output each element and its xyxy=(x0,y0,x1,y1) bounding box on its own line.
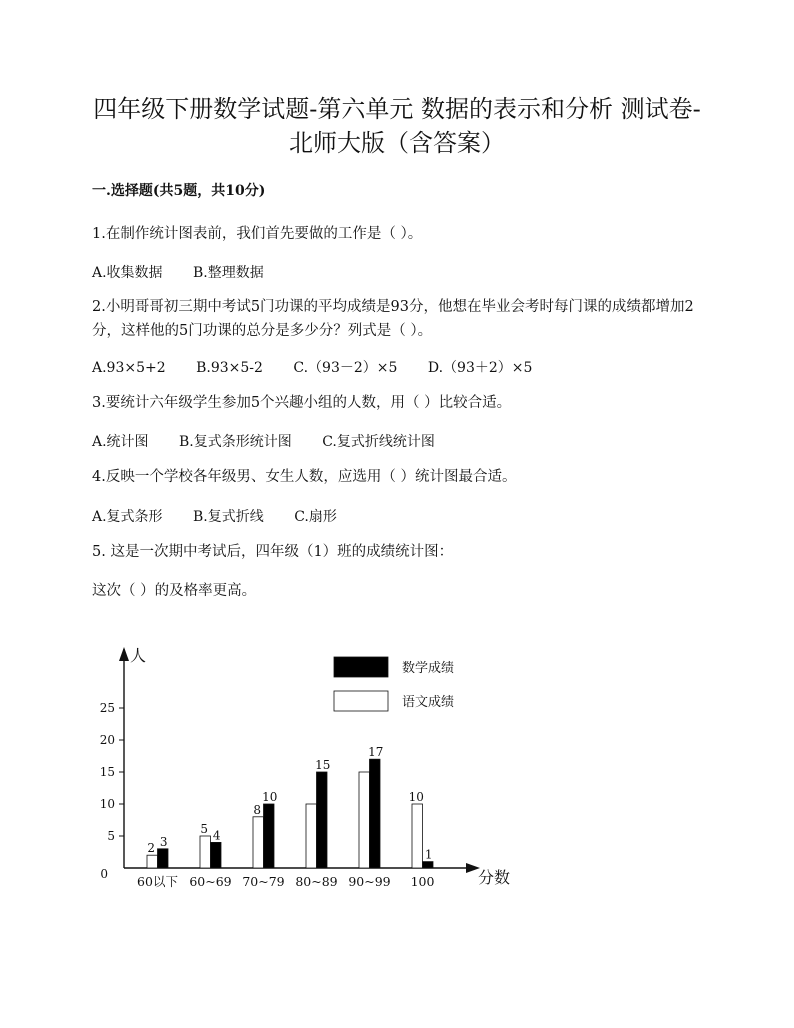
legend-label-math: 数学成绩 xyxy=(402,661,455,676)
data-label: 10 xyxy=(262,790,278,804)
bar-chinese xyxy=(253,817,264,868)
bar-chinese xyxy=(200,836,211,868)
data-label: 3 xyxy=(159,834,168,849)
y-tick-label: 20 xyxy=(99,733,115,747)
question-2-options xyxy=(92,357,558,377)
bar-chinese xyxy=(147,855,158,868)
option-a: A.统计图 xyxy=(92,434,149,450)
option-c: C.复式折线统计图 xyxy=(322,434,435,450)
option-c: C.（93－2）×5 xyxy=(293,360,398,376)
bar-chinese xyxy=(306,804,317,868)
x-tick-label: 100 xyxy=(410,874,435,889)
option-b: B.整理数据 xyxy=(193,265,264,281)
question-3: 3.要统计六年级学生参加5个兴趣小组的人数，用（ ）比较合适。 xyxy=(92,395,512,411)
bar-chinese xyxy=(359,772,370,868)
bar-chinese xyxy=(412,804,423,868)
data-label: 4 xyxy=(212,828,221,843)
data-label: 10 xyxy=(408,790,424,804)
y-tick-label: 5 xyxy=(107,829,115,843)
bar-math xyxy=(211,842,222,868)
option-a: A.93×5+2 xyxy=(92,360,166,376)
y-tick-label: 15 xyxy=(99,765,115,779)
x-tick-label: 60~69 xyxy=(189,874,232,889)
question-3-options xyxy=(92,431,461,451)
y-tick-label: 10 xyxy=(99,797,115,811)
legend-label-chinese: 语文成绩 xyxy=(402,695,455,710)
question-1: 1.在制作统计图表前，我们首先要做的工作是（ ）。 xyxy=(92,226,423,242)
bar-math xyxy=(423,862,434,868)
legend-swatch-math xyxy=(334,657,388,677)
option-a: A.收集数据 xyxy=(92,265,163,281)
x-tick-label: 80~89 xyxy=(295,874,338,889)
question-4: 4.反映一个学校各年级男、女生人数，应选用（ ）统计图最合适。 xyxy=(92,469,517,485)
option-a: A.复式条形 xyxy=(92,509,163,525)
section-heading: 一.选择题(共5题，共10分) xyxy=(92,183,266,199)
option-b: B.93×5-2 xyxy=(196,360,263,376)
chart-bars xyxy=(147,759,433,868)
option-c: C.扇形 xyxy=(294,509,337,525)
data-label: 17 xyxy=(368,745,384,760)
y-axis-arrow xyxy=(119,647,129,661)
bar-math xyxy=(317,772,328,868)
data-label: 15 xyxy=(315,758,331,772)
title-line-1: 四年级下册数学试题-第六单元 数据的表示和分析 测试卷- xyxy=(93,95,701,123)
question-4-options xyxy=(92,506,363,526)
option-d: D.（93＋2）×5 xyxy=(427,360,533,376)
score-bar-chart xyxy=(80,635,520,895)
y-tick-label: 25 xyxy=(99,701,115,715)
question-2: 2.小明哥哥初三期中考试5门功课的平均成绩是93分，他想在毕业会考时每门课的成绩都增加2分，这样他的5门功课的总分是多少分？列式是（ ）。 xyxy=(92,299,694,339)
option-b: B.复式折线 xyxy=(193,509,264,525)
bar-math xyxy=(370,759,381,868)
x-tick-label: 70~79 xyxy=(242,874,285,889)
x-tick-label: 90~99 xyxy=(348,874,391,889)
question-5: 5. 这是一次期中考试后，四年级（1）班的成绩统计图： xyxy=(92,544,454,560)
chart-legend xyxy=(334,657,454,711)
data-label: 5 xyxy=(200,822,209,836)
data-label: 1 xyxy=(424,847,433,862)
y-tick-label: 0 xyxy=(100,867,108,881)
title-line-2: 北师大版（含答案） xyxy=(289,129,505,157)
question-1-options xyxy=(92,262,290,282)
document-title xyxy=(60,92,734,160)
question-5-subtext: 这次（ ）的及格率更高。 xyxy=(92,583,257,599)
data-label: 8 xyxy=(253,802,262,817)
legend-swatch-chinese xyxy=(334,691,388,711)
bar-math xyxy=(264,804,275,868)
data-label: 2 xyxy=(147,841,156,856)
y-axis-label: 人 xyxy=(130,646,147,665)
bar-math xyxy=(158,849,169,868)
x-tick-label: 60以下 xyxy=(137,874,178,889)
option-b: B.复式条形统计图 xyxy=(179,434,292,450)
x-axis-label: 分数 xyxy=(478,868,511,887)
